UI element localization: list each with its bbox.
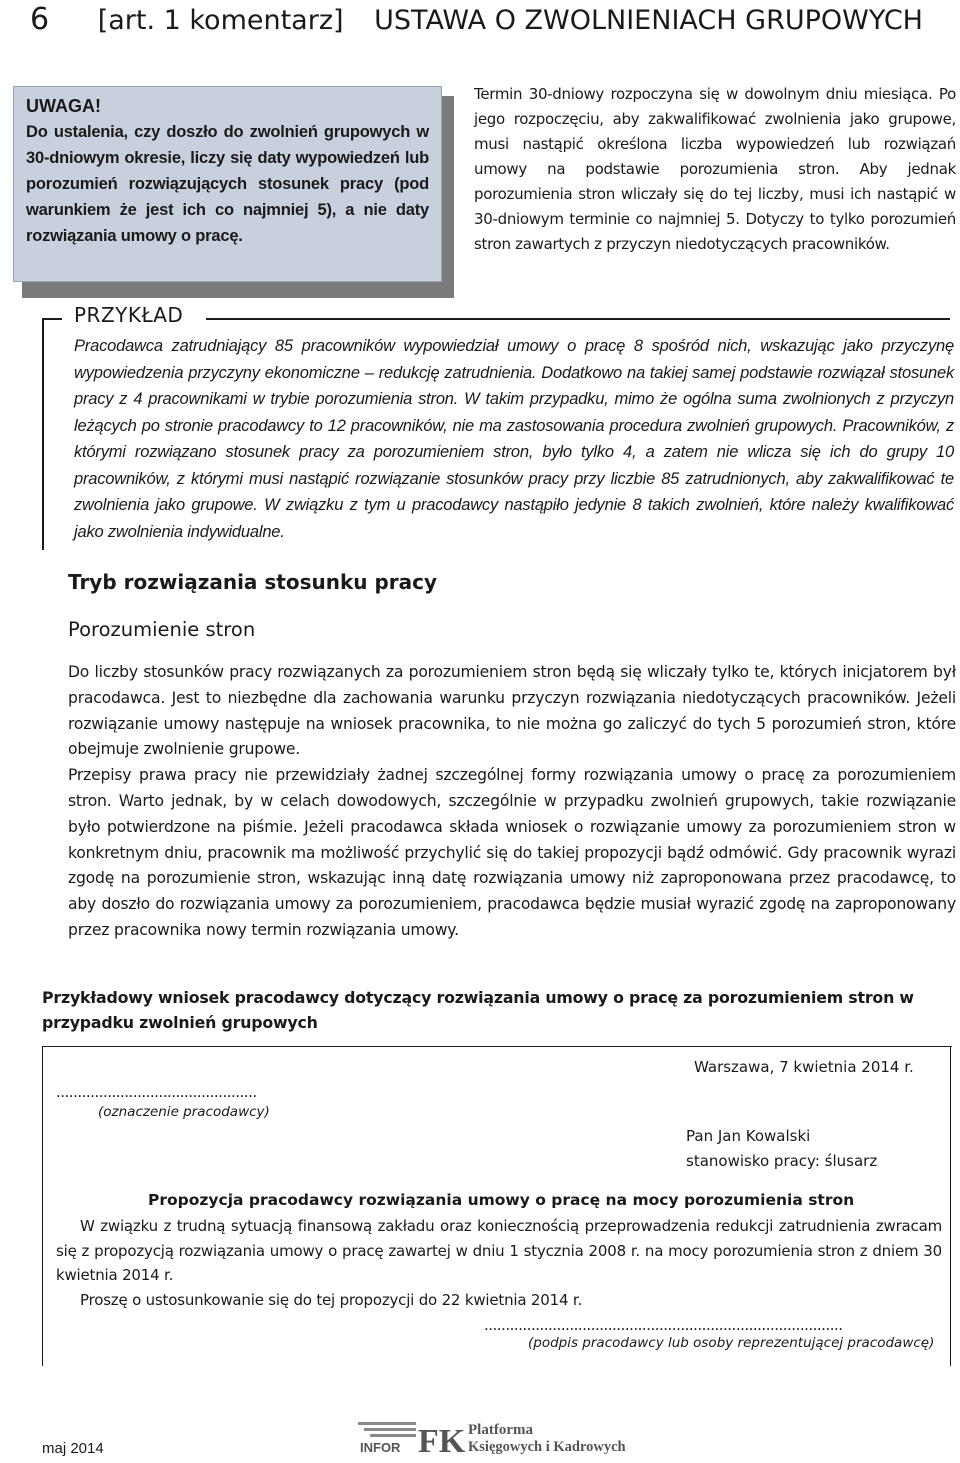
recipient-position: stanowisko pracy: ślusarz — [686, 1152, 878, 1170]
page-number: 6 — [30, 2, 50, 37]
example-frame-left — [42, 318, 44, 550]
section-reference: [art. 1 komentarz] — [97, 5, 344, 36]
form-place-date: Warszawa, 7 kwietnia 2014 r. — [694, 1058, 914, 1076]
recipient-name: Pan Jan Kowalski — [686, 1127, 811, 1145]
example-text: Pracodawca zatrudniający 85 pracowników wypowiedział umowy o pracę 8 spośród nich, wskazując jako przyczynę wypowiedzenia przyczyny ekonomiczne – redukcję zatrudnienia. Dodatkowo na takiej samej podstawie rozwiązał stosunek pracy z 4 pracownikami w trybie porozumienia stron. W takim przypadku, mimo że ogólna suma zwolnionych z przyczyn leżących po stronie pracodawcy to 12 pracowników, nie ma zastosowania procedura zwolnień grupowych. Pracowników, z którymi rozwiązano stosunek pracy za porozumieniem stron, było tylko 4, a zatem nie wlicza się ich do grupy 10 pracowników, z którymi musi nastąpić rozwiązanie stosunków pracy przy liczbie 85 zatrudnionych, aby zakwalifikować te zwolnienia jako grupowe. W związku z tym u pracodawcy nastąpiło jedynie 8 takich zwolnień, które należy kwalifikować jako zwolnienia indywidualne. — [74, 337, 954, 541]
publisher-logo — [358, 1418, 648, 1456]
employer-dots: ............................................... — [56, 1083, 257, 1101]
form-paragraph-1: W związku z trudną sytuacją finansową zakładu oraz koniecznością przeprowadzenia redukcji zatrudnienia zwracam się z propozycją rozwiązania umowy o pracę zawartej w dniu 1 stycznia 2008 r. na mocy porozumienia stron z dniem 30 kwietnia 2014 r. — [56, 1217, 942, 1284]
signature-label: (podpis pracodawcy lub osoby reprezentującej pracodawcę) — [528, 1335, 935, 1351]
page-header — [30, 2, 930, 42]
example-label: PRZYKŁAD — [74, 303, 184, 327]
warning-text: Do ustalenia, czy doszło do zwolnień grupowych w 30-dniowym okresie, liczy się daty wypowiedzeń lub porozumień rozwiązujących stosunek pracy (pod warunkiem że jest ich co najmniej 5), a nie daty rozwiązania umowy o pracę. — [26, 123, 429, 245]
form-text — [56, 1214, 942, 1312]
employer-label: (oznaczenie pracodawcy) — [98, 1104, 270, 1120]
form-title: Przykładowy wniosek pracodawcy dotyczący rozwiązania umowy o pracę za porozumieniem stron w przypadku zwolnień grupowych — [42, 988, 914, 1032]
publisher-logo-graphic — [358, 1418, 648, 1456]
right-column-text: Termin 30-dniowy rozpoczyna się w dowolnym dniu miesiąca. Po jego rozpoczęciu, aby zakwalifikować zwolnienia jako grupowe, musi nastąpić określona liczba wypowiedzeń lub rozwiązań umowy na podstawie porozumienia stron. Aby jednak porozumienia stron wliczały się do tej liczby, musi ich nastąpić w 30-dniowym terminie co najmniej 5. Dotyczy to tylko porozumień stron zawartych z przyczyn niedotyczących pracowników. — [474, 85, 956, 253]
logo-infor-text: INFOR — [360, 1440, 401, 1455]
body-paragraph-2: Przepisy prawa pracy nie przewidziały żadnej szczególnej formy rozwiązania umowy o pracę za porozumieniem stron. Warto jednak, by w celach dowodowych, szczególnie w przypadku zwolnień grupowych, takie rozwiązanie było potwierdzone na piśmie. Jeżeli pracodawca składa wniosek o rozwiązanie umowy za porozumieniem stron w konkretnym dniu, pracownik ma możliwość przychylić się do takiej propozycji bądź odmówić. Gdy pracownik wyrazi zgodę na porozumienie stron, wskazując inną datę rozwiązania umowy niż zaproponowana przez pracodawcę, to aby doszło do rozwiązania umowy za porozumieniem, pracodawca będzie musiał wyrazić zgodę na zaproponowany przez pracownika nowy termin rozwiązania umowy. — [68, 766, 956, 939]
header-title: USTAWA O ZWOLNIENIACH GRUPOWYCH — [374, 5, 923, 36]
logo-line2-text: Księgowych i Kadrowych — [468, 1439, 626, 1455]
body-paragraph-1: Do liczby stosunków pracy rozwiązanych za porozumieniem stron będą się wliczały tylko te, których inicjatorem był pracodawca. Jest to niezbędne dla zachowania warunku przyczyn rozwiązania niedotyczących pracowników. Jeżeli rozwiązanie umowy następuje na wniosek pracownika, to nie można go zaliczyć do tych 5 porozumień stron, które obejmuje zwolnienie grupowe. — [68, 663, 956, 759]
example-frame-top-left — [42, 318, 62, 320]
section-heading: Tryb rozwiązania stosunku pracy — [68, 570, 438, 594]
footer-date: maj 2014 — [42, 1440, 104, 1457]
example-frame-top-right — [206, 318, 950, 320]
warning-box — [13, 86, 442, 282]
warning-title: UWAGA! — [26, 96, 101, 116]
logo-line1-text: Platforma — [468, 1422, 533, 1438]
form-doc-title: Propozycja pracodawcy rozwiązania umowy o pracę na mocy porozumienia stron — [148, 1191, 855, 1209]
logo-fk-text: FK — [418, 1423, 466, 1456]
form-box-right-edge — [950, 1046, 951, 1366]
form-paragraph-2: Proszę o ustosunkowanie się do tej propozycji do 22 kwietnia 2014 r. — [80, 1290, 583, 1309]
section-body — [68, 660, 956, 944]
signature-dots: .................................................................................... — [484, 1316, 843, 1334]
section-subheading: Porozumienie stron — [68, 618, 256, 641]
